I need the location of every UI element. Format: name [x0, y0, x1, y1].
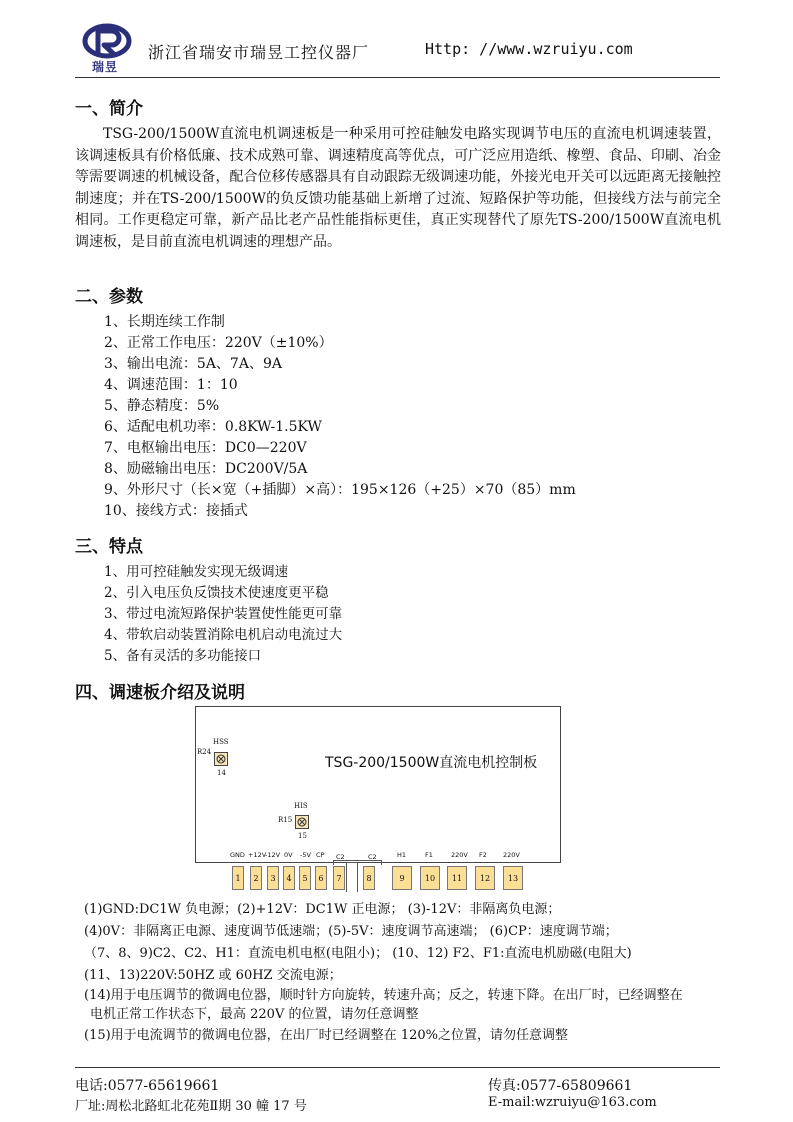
list-item: 3、带过电流短路保护装置使性能更可靠: [104, 606, 343, 622]
features-heading: 三、特点: [75, 537, 143, 557]
terminal-description: (14)用于电压调节的微调电位器，顺时针方向旋转，转速升高；反之，转速下降。在出厂时，已经调整在: [84, 988, 683, 1003]
features-list: [104, 562, 342, 667]
terminal-7[interactable]: 7: [333, 866, 345, 890]
company-name: 浙江省瑞安市瑞昱工控仪器厂: [148, 43, 370, 62]
website-url[interactable]: Http: //www.wzruiyu.com: [425, 40, 633, 58]
logo-text: 瑞昱: [92, 60, 119, 74]
list-item: 4、带软启动装置消除电机启动电流过大: [104, 627, 343, 643]
company-logo: [82, 22, 132, 74]
list-item: 5、备有灵活的多功能接口: [104, 648, 262, 664]
pot-his-label: HIS: [294, 802, 308, 810]
logo-emblem-icon: [82, 22, 132, 60]
list-item: 2、正常工作电压：220V（±10%）: [104, 335, 333, 351]
terminal-5[interactable]: 5: [299, 866, 311, 890]
pot-hss[interactable]: [214, 752, 228, 766]
footer-divider: [75, 1067, 720, 1068]
terminal-label: F2: [479, 851, 487, 859]
footer-fax: 传真:0577-65809661: [488, 1078, 633, 1094]
terminal-9[interactable]: 9: [392, 866, 412, 890]
trimmer-icon: [297, 817, 307, 827]
terminal-12[interactable]: 12: [475, 866, 495, 890]
terminal-label: H1: [397, 851, 407, 859]
terminal-label: 0V: [284, 851, 293, 859]
terminal-label: CP: [316, 851, 325, 859]
terminal-10[interactable]: 10: [420, 866, 440, 890]
list-item: 9、外形尺寸（长×宽（+插脚）×高）：195×126（+25）×70（85）mm: [104, 482, 576, 498]
list-item: 1、用可控硅触发实现无级调速: [104, 564, 289, 580]
list-item: 7、电枢输出电压：DC0—220V: [104, 440, 307, 456]
terminal-3[interactable]: 3: [267, 866, 279, 890]
terminal-8[interactable]: 8: [363, 866, 375, 890]
terminal-label: 220V: [503, 851, 520, 859]
terminal-label: -5V: [300, 851, 311, 859]
pot-hss-ref: R24: [197, 748, 212, 756]
terminal-label: GND: [230, 851, 245, 859]
terminal-13[interactable]: 13: [503, 866, 523, 890]
footer-email[interactable]: E-mail:wzruiyu@163.com: [488, 1095, 657, 1110]
list-item: 4、调速范围：1：10: [104, 377, 238, 393]
terminal-label: C2: [336, 853, 345, 861]
terminal-description: (15)用于电流调节的微调电位器，在出厂时已经调整在 120%之位置，请勿任意调整: [84, 1028, 568, 1043]
terminal-label: 220V: [451, 851, 468, 859]
terminal-description: (4)0V：非隔离正电源、速度调节低速端；(5)-5V：速度调节高速端； (6)CP：速度调节端；: [84, 924, 618, 939]
board-diagram: [195, 706, 561, 863]
terminal-description: （7、8、9)C2、C2、H1：直流电机电枢(电阻小)； (10、12) F2、F1:直流电机励磁(电阻大): [84, 946, 632, 961]
terminal-label: F1: [425, 851, 433, 859]
list-item: 5、静态精度：5%: [104, 398, 220, 414]
list-item: 10、接线方式：接插式: [104, 503, 248, 519]
params-heading: 二、参数: [75, 287, 143, 307]
terminal-2[interactable]: 2: [250, 866, 262, 890]
list-item: 2、引入电压负反馈技术使速度更平稳: [104, 585, 329, 601]
terminal-label: C2: [368, 853, 377, 861]
list-item: 1、长期连续工作制: [104, 314, 225, 330]
list-item: 8、励磁输出电压：DC200V/5A: [104, 461, 308, 477]
trimmer-icon: [216, 754, 226, 764]
intro-paragraph: TSG-200/1500W直流电机调速板是一种采用可控硅触发电路实现调节电压的直流电机调速装置，该调速板具有价格低廉、技术成熟可靠、调速精度高等优点，可广泛应用造纸、橡塑、食品、印刷、冶金等需要调速的机械设备，配合位移传感器具有自动跟踪无级调速功能，外接光电开关可以远距离无接触控制速度；并在TS-200/1500W的负反馈功能基础上新增了过流、短路保护等功能，但接线方法与前完全相同。工作更稳定可靠，新产品比老产品性能指标更佳，真正实现替代了原先TS-200/1500W直流电机调速板，是目前直流电机调速的理想产品。: [75, 126, 721, 250]
c2-jumper-link: [346, 862, 358, 892]
footer-phone: 电话:0577-65619661: [75, 1078, 220, 1094]
terminal-6[interactable]: 6: [315, 866, 327, 890]
terminal-label: -12V: [265, 851, 281, 859]
board-title: TSG-200/1500W直流电机控制板: [325, 755, 538, 771]
terminal-1[interactable]: 1: [232, 866, 244, 890]
footer-address: 厂址:周松北路虹北花苑Ⅱ期 30 幢 17 号: [75, 1099, 307, 1114]
terminal-description: (11、13)220V:50HZ 或 60HZ 交流电源；: [84, 968, 342, 983]
intro-heading: 一、简介: [75, 99, 143, 119]
list-item: 3、输出电流：5A、7A、9A: [104, 356, 282, 372]
terminal-label: +12V: [248, 851, 267, 859]
terminal-4[interactable]: 4: [283, 866, 295, 890]
pot-hss-num: 14: [217, 769, 226, 777]
pot-his-ref: R15: [278, 816, 293, 824]
pot-his[interactable]: [295, 815, 309, 829]
terminal-description: 电机正常工作状态下，最高 220V 的位置，请勿任意调整: [90, 1007, 419, 1022]
header-divider: [75, 77, 720, 78]
terminal-description: (1)GND:DC1W 负电源；(2)+12V：DC1W 正电源； (3)-12V：非隔离负电源；: [84, 902, 561, 917]
pot-his-num: 15: [298, 832, 307, 840]
list-item: 6、适配电机功率：0.8KW-1.5KW: [104, 419, 322, 435]
pot-hss-label: HSS: [213, 738, 229, 746]
board-heading: 四、调速板介绍及说明: [75, 683, 245, 703]
terminal-11[interactable]: 11: [447, 866, 467, 890]
params-list: [104, 312, 576, 522]
